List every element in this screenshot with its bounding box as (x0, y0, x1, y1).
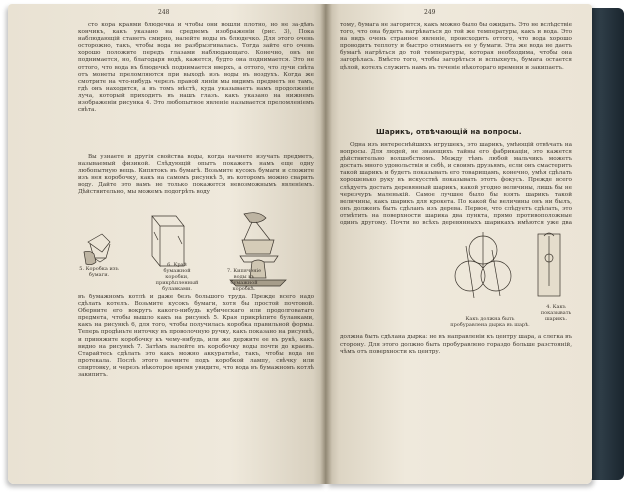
left-page (8, 4, 326, 484)
right-body-text: Одна изъ интереснѣйшихъ игрушекъ, это шарикъ, умѣющій отвѣчать на вопросы. Для людей, не знающихъ тайны его фабрикаціи, это кажется дѣйствительно волшебствомъ. Между тѣмъ любой мальчикъ можетъ достать много удовольствія и себѣ, и своимъ друзьямъ, если онъ смастеритъ такой шарикъ и будетъ показывать его товарищамъ, конечно, умѣя сдѣлать хорошенько руку въ искусствѣ показывать этотъ фокусъ. Прежде всего слѣдуетъ достать деревянный шарикъ, какой угодно величины, лишь бы не черезчуръ маленькій. Самое лучшее было бы взять шарикъ такой величины, какъ шарикъ для крокета. По какой бы величины онъ ни былъ, онъ долженъ быть сдѣланъ изъ дерева. Первое, что слѣдуетъ сдѣлать, это отмѣтить на поверхности шарика два пункта, прямо противоположные одинъ другому. Почти во всѣхъ деревянныхъ шарикахъ имѣются уже два (340, 142, 572, 226)
drilled-ball-drawing (455, 232, 511, 298)
hand-string-drawing (538, 233, 560, 296)
right-top-text: тому, бумага не загорится, какъ можно было бы ожидать. Это не вслѣдствіе того, что она будетъ нагрѣваться до той же температуры, какъ и вода. Это на видъ очень странное явленіе, происходитъ оттого, что вода хорошо проводитъ теплоту и быстро отнимаетъ ее у бумаги. Эта же вода не даетъ бумагѣ нагрѣться до той температуры, которая необходима, чтобы она загорѣлась. Вмѣсто того, чтобы загорѣться и вспыхнуть, бумага остается цѣлой, котелъ служитъ намъ въ теченіе нѣкотораго времени и закипаетъ. (340, 22, 572, 71)
paper-box-drawing (84, 234, 110, 265)
right-body-text-continued: должна быть сдѣлана дырка: не въ направленіи къ центру шара, а слегка въ сторону. Для этого должно быть пробуравлено гораздо больше разстояній, чѣмъ отъ поверхности къ центру. (340, 334, 572, 355)
paper-box-illustrations (80, 212, 320, 290)
caption-fig-5: 5. Коробка изъ бумаги. (79, 266, 119, 278)
caption-ball-drill: Какъ должна быть пробуравлена дырка въ шарѣ. (450, 316, 530, 328)
caption-fig-6: 6. Край бумажной коробки, прикрѣпленный булавками. (155, 262, 199, 292)
left-top-text: сто кора краями блюдечка и чтобы они вошли плотно, но не за-дѣвъ кончикъ, какъ указано на среднемъ изображеніи (рис. 3), Пока наблюдающій станетъ смирно, налейте воды въ блюдечко. Для этого очень осторожно, такъ, чтобы вода не разбрызгивалась. Тогда зайте его очень хорошо положите передъ глазами наблюдающаго. Конечно, онъ не поднимается, но, благодаря водѣ, кажется, будто она поднимается. Это не оттого, что вода въ блюдечкѣ поднимается вверхъ, а оттого, что лучи свѣта отъ монеты преломляются при выходѣ изъ воды въ воздухъ. Когда же смотрите на что-нибудь черезъ правой линіи мы видимъ предметъ не тамъ, гдѣ онъ находится, а въ томъ мѣстѣ, куда указываетъ намъ продолженіе луча, который приходитъ въ нашъ глазъ. какъ указано на нижнемъ изображеніи рисунка 4. Это любопытное явленіе называется преломленіемъ свѣта. (78, 22, 314, 114)
right-body-continued (340, 334, 572, 450)
ball-illustrations (446, 226, 576, 316)
caption-fig-7: 7. Кипяченіе воды въ бумажной коробкѣ. (226, 268, 262, 292)
book-gutter (320, 4, 332, 484)
section-heading: Шарикъ, отвѣчающій на вопросы. (376, 128, 522, 136)
left-page-number: 248 (158, 9, 170, 16)
pinned-box-drawing (152, 216, 184, 266)
right-page-number: 249 (424, 9, 436, 16)
right-page (326, 4, 592, 484)
left-mid-paragraph (78, 154, 314, 210)
caption-ball-show: 4. Какъ показывать шарикъ. (540, 304, 572, 322)
right-body-intro (340, 142, 572, 226)
right-top-paragraph (340, 22, 572, 122)
left-mid-text: Вы узнаете и другія свойства воды, когда начнете изучать предметъ, называемый физикой. Слѣдующій опытъ покажетъ намъ еще одну любопытную вещь. Кипятокъ въ бумагѣ. Возьмите кусокъ бумаги и сложите изъ нея коробочку, какъ на самомъ рисункѣ 5, въ которомъ можно сварить воду. Дайте это вамъ не только покажется невозможнымъ явленіемъ. Дѣйствительно, мы можемъ подогрѣть воду (78, 154, 314, 196)
left-top-paragraph (78, 22, 314, 150)
left-bottom-text: въ бумажномъ котлѣ и даже безъ большого труда. Прежде всего надо сдѣлать котелъ. Возьмите кусокъ бумаги, хотя бы простой почтовой. Оберните его вокругъ какого-нибудь кубическаго или продолговатаго предмета, чтобы вышло какъ на рисункѣ 5. Края прикрѣпите булавками, какъ на рисункѣ 6, для того, чтобы получилась коробка правильной формы. Теперь продѣньте ниточку въ проволочную ручку, какъ показано на рисункѣ, и привяжите коробочку къ чему-нибудь, или же держите ее въ рукѣ, какъ видно на рисункѣ 7. Затѣмъ налейте въ коробочку воды почти до краевъ. Старайтесь сдѣлать это какъ можно аккуратнѣе, такъ, чтобы вода не протекала. Послѣ этого начните подъ коробкой лампу, свѣчку или спиртовку, и черезъ нѣкоторое время увидите, что вода въ бумажномъ котлѣ закипитъ. (78, 294, 314, 379)
left-bottom-paragraph (78, 294, 314, 444)
